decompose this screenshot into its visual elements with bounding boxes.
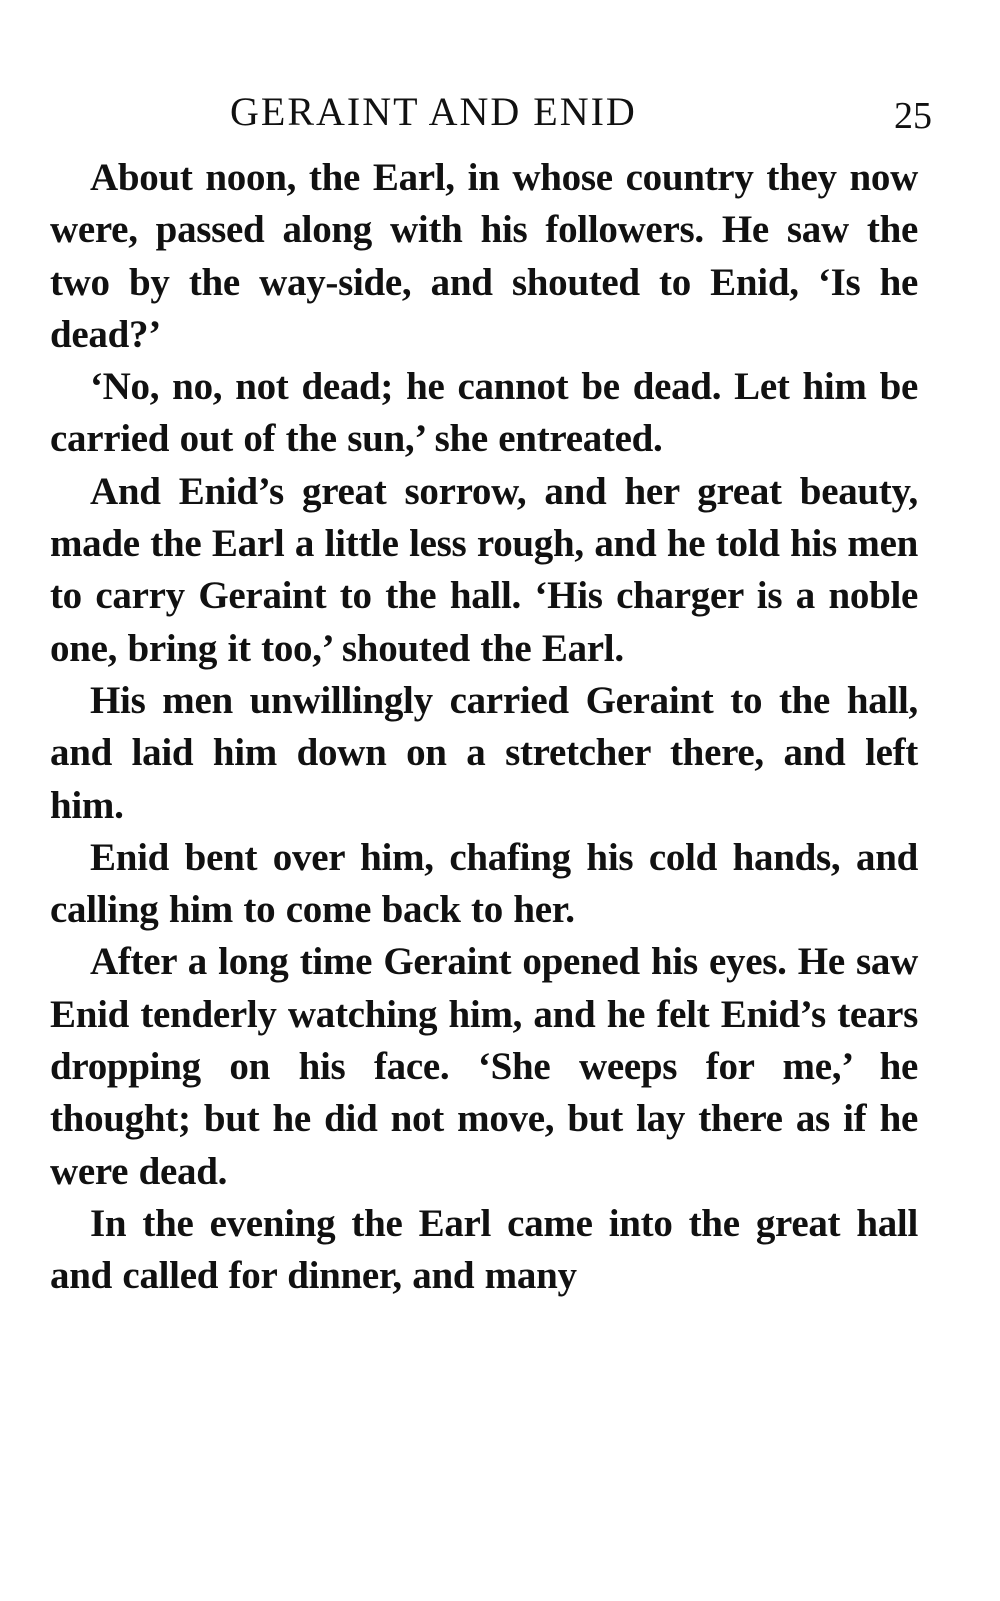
page-header [50,82,940,142]
paragraph: After a long time Geraint opened his eyes. He saw Enid tenderly watching him, and he felt Enid’s tears dropping on his face. ‘She weeps for me,’ he thought; but he did not move, but lay there as if he were dead. [50,940,918,1193]
paragraph: His men unwillingly carried Geraint to the hall, and laid him down on a stretcher there, and left him. [50,678,918,827]
paragraph: ‘No, no, not dead; he cannot be dead. Let him be carried out of the sun,’ she entreated. [50,365,918,461]
page-number: 25 [894,95,932,137]
paragraph: In the evening the Earl came into the great hall and called for dinner, and many [50,1201,918,1298]
paragraph: Enid bent over him, chafing his cold hands, and calling him to come back to her. [50,835,918,932]
paragraph: And Enid’s great sorrow, and her great beauty, made the Earl a little less rough, and he told his men to carry Geraint to the hall. ‘His charger is a noble one, bring it too,’ shouted the Earl. [50,469,918,670]
body-text [50,152,918,1303]
paragraph: About noon, the Earl, in whose country they now were, passed along with his followers. He saw the two by the way-side, and shouted to Enid, ‘Is he dead?’ [50,156,918,356]
running-title: GERAINT AND ENID [230,89,637,134]
